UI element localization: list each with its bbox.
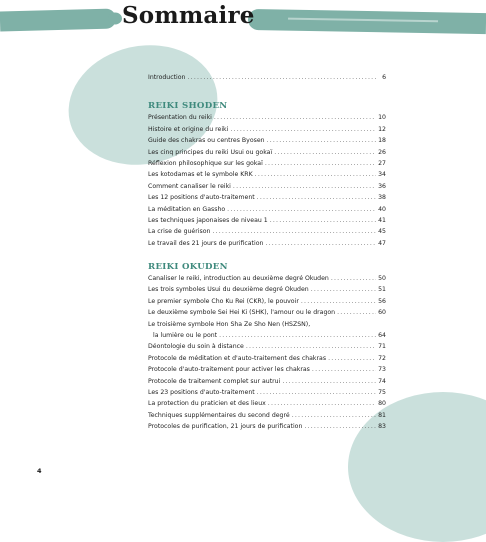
toc-entry-label: Le travail des 21 jours de purification — [148, 239, 264, 247]
toc-leader-dots — [257, 192, 376, 203]
toc-entry-page: 18 — [378, 137, 386, 145]
toc-entry-label: Les techniques japonaises de niveau 1 — [148, 216, 268, 224]
toc-leader-dots — [255, 169, 376, 180]
toc-entry-page: 41 — [378, 216, 386, 224]
toc-entry[interactable] — [148, 238, 386, 249]
toc-entry-page: 34 — [378, 171, 386, 179]
toc-entry-label: Les cinq principes du reiki Usui ou gokaï — [148, 148, 273, 156]
page-number: 4 — [37, 467, 42, 475]
toc-entry-label: Protocole de traitement complet sur autrui — [148, 377, 281, 385]
toc-entry[interactable] — [148, 319, 386, 330]
brush-stroke-right — [248, 9, 486, 34]
toc-entry-page: 73 — [378, 366, 386, 374]
brush-stroke-left — [0, 8, 116, 31]
toc-entry-label: Le premier symbole Cho Ku Rei (CKR), le pouvoir — [148, 297, 299, 305]
toc-leader-dots — [265, 158, 376, 169]
toc-entry[interactable] — [148, 398, 386, 409]
toc-leader-dots — [270, 215, 376, 226]
toc-entry[interactable] — [148, 353, 386, 364]
toc-leader-dots — [304, 421, 376, 432]
toc-leader-dots — [212, 226, 376, 237]
toc-entry-label: Réflexion philosophique sur les gokaï — [148, 159, 263, 167]
toc-leader-dots — [233, 181, 376, 192]
toc-leader-dots — [337, 307, 376, 318]
toc-entry[interactable] — [148, 112, 386, 123]
toc-entry-page: 56 — [378, 297, 386, 305]
toc-entry[interactable] — [148, 204, 386, 215]
toc-entry[interactable] — [148, 284, 386, 295]
toc-entry[interactable] — [148, 273, 386, 284]
toc-entry[interactable] — [148, 226, 386, 237]
toc-entry-label: Canaliser le reiki, introduction au deuxième degré Okuden — [148, 275, 329, 283]
toc-entry[interactable] — [148, 192, 386, 203]
section-entries — [148, 112, 386, 249]
toc-entry-label: La protection du praticien et des lieux — [148, 400, 266, 408]
toc-entry[interactable] — [148, 421, 386, 432]
toc-entry-label: Les 23 positions d'auto-traitement — [148, 388, 255, 396]
toc-entry-label: Introduction — [148, 74, 186, 81]
toc-entry-page: 27 — [378, 159, 386, 167]
toc-entry-page: 36 — [378, 182, 386, 190]
toc-entry-page: 40 — [378, 205, 386, 213]
toc-entry-page: 6 — [382, 74, 386, 81]
toc-entry[interactable] — [148, 341, 386, 352]
toc-leader-dots — [246, 341, 376, 352]
toc-entry-label: Protocole de méditation et d'auto-traitement des chakras — [148, 354, 327, 362]
toc-entry-label: Présentation du reiki — [148, 114, 212, 122]
toc-entry[interactable] — [148, 376, 386, 387]
toc-entry[interactable] — [148, 72, 386, 83]
toc-entry-label: Les trois symboles Usui du deuxième degré Okuden — [148, 286, 309, 294]
toc-entry-label: Le deuxième symbole Sei Hei Ki (SHK), l'amour ou le dragon — [148, 309, 336, 317]
toc-entry-page: 71 — [378, 343, 386, 351]
toc-entry-page: 26 — [378, 148, 386, 156]
toc-entry-label: Comment canaliser le reiki — [148, 182, 231, 190]
toc-entry[interactable] — [148, 169, 386, 180]
toc-entry-label: La crise de guérison — [148, 228, 211, 236]
toc-leader-dots — [331, 273, 376, 284]
toc-entry-label: Techniques supplémentaires du second degré — [148, 411, 290, 419]
toc-entry-page: 50 — [378, 275, 386, 283]
toc-leader-dots — [230, 124, 376, 135]
toc-leader-dots — [311, 284, 376, 295]
toc-entry-page: 38 — [378, 194, 386, 202]
toc-entry[interactable] — [148, 387, 386, 398]
toc-entry-page: 64 — [378, 332, 386, 340]
toc-entry[interactable] — [148, 307, 386, 318]
toc-entry[interactable] — [148, 135, 386, 146]
toc-entry[interactable] — [148, 181, 386, 192]
toc-leader-dots — [274, 147, 376, 158]
toc-entry-label: Protocole d'auto-traitement pour activer les chakras — [148, 366, 310, 374]
toc-leader-dots — [265, 238, 376, 249]
toc-entry-label: Protocoles de purification, 21 jours de purification — [148, 423, 303, 431]
section-heading: REIKI SHODEN — [148, 101, 228, 112]
toc-entry-page: 83 — [378, 423, 386, 431]
toc-entry-page: 51 — [378, 286, 386, 294]
toc-entry-page: 12 — [378, 125, 386, 133]
toc-entry-page: 80 — [378, 400, 386, 408]
toc-entry-page: 47 — [378, 239, 386, 247]
toc-entry-page: 45 — [378, 228, 386, 236]
toc-entry-label: Le troisième symbole Hon Sha Ze Sho Nen (HSZSN), — [148, 320, 311, 328]
toc-entry[interactable] — [148, 410, 386, 421]
toc-leader-dots — [301, 296, 376, 307]
toc-entry[interactable] — [148, 296, 386, 307]
toc-entry[interactable] — [148, 124, 386, 135]
toc-leader-dots — [227, 204, 376, 215]
toc-entry-label: Histoire et origine du reiki — [148, 125, 229, 133]
section-heading: REIKI OKUDEN — [148, 262, 228, 273]
toc-entry[interactable] — [148, 158, 386, 169]
toc-leader-dots — [292, 410, 376, 421]
toc-entry-label: Guide des chakras ou centres Byosen — [148, 137, 265, 145]
toc-entry-label: Déontologie du soin à distance — [148, 343, 244, 351]
toc-entry-page: 60 — [378, 309, 386, 317]
toc-entry[interactable] — [148, 364, 386, 375]
toc-entry-page: 75 — [378, 388, 386, 396]
section-entries — [148, 273, 386, 432]
toc-entry-page: 81 — [378, 411, 386, 419]
toc-leader-dots — [328, 353, 376, 364]
table-of-contents — [148, 72, 386, 433]
toc-leader-dots — [267, 135, 376, 146]
toc-entry-page: 10 — [378, 114, 386, 122]
toc-entry-page: 72 — [378, 354, 386, 362]
toc-entry-label: Les 12 positions d'auto-traitement — [148, 194, 255, 202]
toc-leader-dots — [257, 387, 376, 398]
toc-entry[interactable] — [148, 147, 386, 158]
toc-leader-dots — [282, 376, 376, 387]
toc-entry-label: la lumière ou le pont — [153, 332, 218, 340]
toc-leader-dots — [268, 398, 376, 409]
page-title: Sommaire — [122, 2, 255, 29]
toc-leader-dots — [214, 112, 376, 123]
toc-entry-page: 74 — [378, 377, 386, 385]
toc-leader-dots — [187, 72, 376, 83]
toc-leader-dots — [312, 364, 376, 375]
toc-entry[interactable] — [148, 330, 386, 341]
toc-entry-label: La méditation en Gassho — [148, 205, 226, 213]
toc-entry-label: Les kotodamas et le symbole KRK — [148, 171, 253, 179]
toc-entry[interactable] — [148, 215, 386, 226]
toc-leader-dots — [219, 330, 376, 341]
